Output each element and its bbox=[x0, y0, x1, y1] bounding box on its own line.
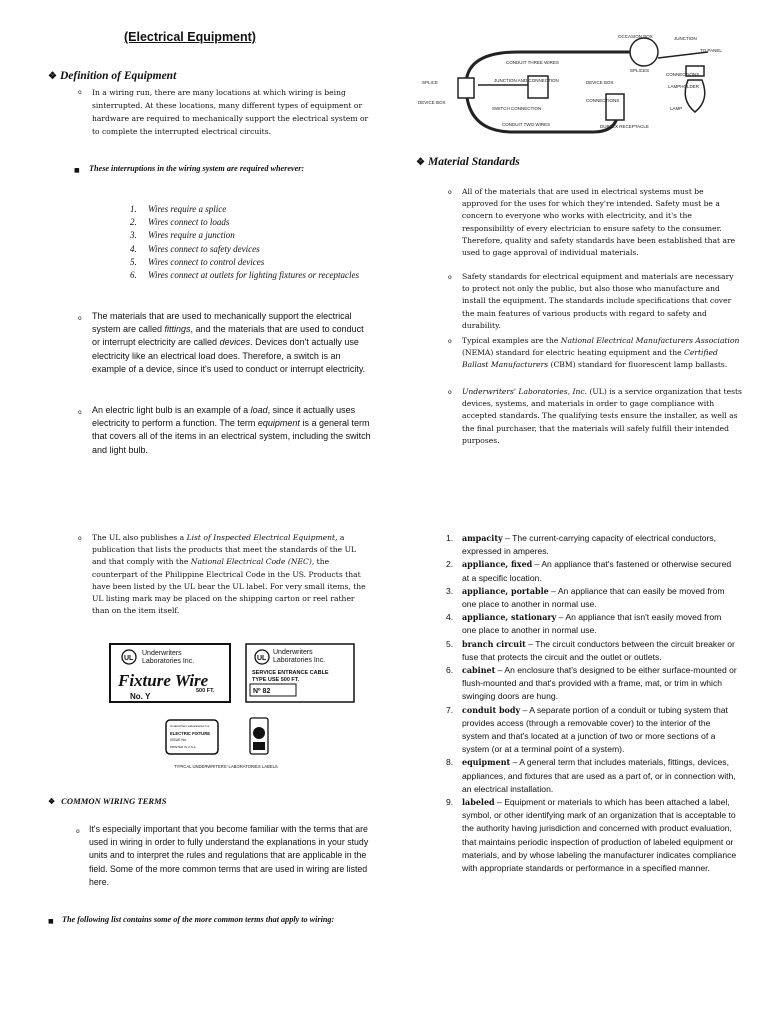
label-text: Laboratories Inc. bbox=[273, 657, 326, 664]
list-item: 5. Wires connect to control devices bbox=[130, 256, 265, 267]
labels-caption: TYPICAL UNDERWRITERS' LABORATORIES LABELS bbox=[174, 764, 278, 769]
diagram-label: SPLICES bbox=[630, 68, 650, 73]
diagram-label: SPLICE bbox=[422, 80, 439, 85]
list-item: 1. ampacity – The current-carrying capacity of electrical conductors, expressed in amperes. bbox=[446, 533, 717, 557]
diagram-label: CONDUIT THREE WIRES bbox=[506, 60, 559, 65]
diagram-label: JUNCTION bbox=[674, 36, 697, 41]
square-bullet-icon: ■ bbox=[48, 918, 54, 925]
list-item: 2. appliance, fixed – An appliance that's fastened or otherwise secured at a specific location. bbox=[446, 559, 732, 583]
list-item: 4. Wires connect to safety devices bbox=[130, 243, 260, 254]
diagram-label: JUNCTION AND CONNECTION bbox=[494, 78, 559, 83]
common-terms-paragraph: It's especially important that you become familiar with the terms that are used in wiring in order to fully understand the explanations in your study units and to interpret the rules and regulations that are applicable in the field. Some of the more common terms that are used in wiring are listed here. bbox=[89, 824, 369, 887]
label-text: PRINTED IN U.S.A. bbox=[170, 745, 197, 749]
diagram-label: OCCASION BOX bbox=[618, 34, 653, 39]
diagram-label: LAMP bbox=[670, 106, 683, 111]
square-bullet-icon: ■ bbox=[74, 167, 80, 174]
diagram-label: TO PANEL bbox=[700, 48, 722, 53]
wiring-diagram bbox=[418, 30, 722, 142]
common-terms-heading-text: COMMON WIRING TERMS bbox=[61, 796, 167, 806]
label-text: ELECTRIC FIXTURE bbox=[170, 731, 211, 736]
diamond-bullet-icon: ❖ bbox=[48, 71, 57, 82]
list-item: 6. cabinet – An enclosure that's designed to be either surface-mounted or flush-mounted and that's provided with a frame, mat, or trim in which swinging doors are hung. bbox=[446, 665, 737, 702]
circle-bullet-icon: o bbox=[448, 189, 452, 196]
ul-list-paragraph: The UL also publishes a List of Inspected Electrical Equipment, a publication that lists the products that meet the standards of the UL and that comply with the National Electrical Code (NEC), the counterpart of the Philippine Electrical Code in the US. Products that have been listed by the UL bear the UL label. For very small items, the UL listing mark may be placed on the shipping carton or reel rather than on the item itself. bbox=[92, 533, 366, 616]
label-text: No. Y bbox=[130, 692, 151, 701]
label-text: Laboratories Inc. bbox=[142, 658, 195, 665]
ul-paragraph: Underwriters' Laboratories, Inc. (UL) is a service organization that tests devices, systems, and materials in order to gage compliance with accepted standards. The qualifying tests ensure the installer, as well as the final purchaser, that the materials will safely fulfill their intended purposes. bbox=[462, 387, 742, 445]
svg-text:UL: UL bbox=[257, 655, 267, 662]
common-terms-heading bbox=[48, 796, 167, 806]
diamond-bullet-icon: ❖ bbox=[48, 797, 56, 806]
diamond-bullet-icon: ❖ bbox=[416, 157, 425, 168]
diagram-label: DEVICE BOX bbox=[586, 80, 614, 85]
fittings-paragraph: The materials that are used to mechanically support the electrical system are called fittings, and the materials that are used to conduct or interrupt electricity are called devices. Devices don't actually use electricity like an electrical load does. Therefore, a switch is an example of a device, since it's used to conduct or interrupt electricity. bbox=[92, 311, 366, 374]
diagram-label: DEVICE BOX bbox=[418, 100, 446, 105]
list-item: 3. appliance, portable – An appliance that can easily be moved from one place to another in normal use. bbox=[446, 585, 725, 610]
diagram-label: DUPLEX RECEPTACLE bbox=[600, 124, 649, 129]
list-item: 7. conduit body – A separate portion of a conduit or tubing system that provides access (through a removable cover) to the interior of the system and that's located at a junction of two or more sections of a system (or at a terminal point of a system). bbox=[446, 704, 728, 755]
typical-examples-paragraph: Typical examples are the National Electrical Manufacturers Association (NEMA) standard for electric heating equipment and the Certified Ballast Manufacturers (CBM) standard for fluorescent lamp ballasts. bbox=[462, 336, 740, 370]
circle-bullet-icon: o bbox=[78, 535, 82, 542]
circle-bullet-icon: o bbox=[78, 409, 82, 416]
label-text: Nº 82 bbox=[253, 688, 271, 695]
circle-bullet-icon: o bbox=[448, 389, 452, 396]
circle-bullet-icon: o bbox=[78, 89, 82, 96]
ul-labels-image bbox=[110, 640, 360, 775]
circle-bullet-icon: o bbox=[76, 828, 80, 835]
label-text: ISSUE No. bbox=[170, 738, 187, 742]
definition-heading-text: Definition of Equipment bbox=[59, 70, 177, 82]
page-title: (Electrical Equipment) bbox=[124, 30, 256, 44]
label-text: Underwriters bbox=[273, 649, 313, 656]
diagram-label: CONDUIT TWO WIRES bbox=[502, 122, 551, 127]
list-item: 3. Wires require a junction bbox=[130, 230, 235, 241]
circle-bullet-icon: o bbox=[448, 274, 452, 281]
material-standards-heading bbox=[416, 156, 520, 168]
list-item: 9. labeled – Equipment or materials to which has been attached a label, symbol, or other identifying mark of an organization that is acceptable to the authority having jurisdiction and concerned with product evaluation, that maintains periodic inspection of production of labeled equipment or materials, and by whose labeling the manufacturer indicates compliance with appropriate standards or performance in a specified manner. bbox=[446, 797, 737, 874]
diagram-label: CONNECTIONS bbox=[586, 98, 620, 103]
svg-text:UL: UL bbox=[124, 655, 134, 662]
label-text: SERVICE ENTRANCE CABLE bbox=[252, 670, 329, 676]
label-text: TYPE USE 500 FT. bbox=[252, 677, 300, 683]
list-item: 2. Wires connect to loads bbox=[130, 217, 230, 228]
label-text: Underwriters bbox=[142, 650, 182, 657]
label-text: Fixture Wire bbox=[118, 671, 209, 690]
definition-paragraph: In a wiring run, there are many locations at which wiring is being sinterrupted. At these locations, many different types of equipment or hardware are required to mechanically support the electrical system or to complete the interrupted electrical circuits. bbox=[92, 88, 369, 136]
interruptions-list bbox=[130, 203, 380, 282]
list-item: 5. branch circuit – The circuit conductors between the circuit breaker or fuse that protects the circuit and the outlet or outlets. bbox=[446, 638, 735, 662]
following-list-text: The following list contains some of the more common terms that apply to wiring: bbox=[62, 915, 335, 924]
material-paragraph: Safety standards for electrical equipment and materials are necessary to protect not only the public, but also those who manufacture and install the equipment. The standards include specifications that cover the main features of various products with regard to safety and durability. bbox=[462, 272, 734, 330]
diagram-label: CONNECTIONS bbox=[666, 72, 700, 77]
material-paragraph: All of the materials that are used in electrical systems must be approved for the uses for which they're intended. Safety must be a concern to everyone who works with electricity, and it's the responsibility of every electrician to ensure safety to the consumer. Therefore, quality and safety standards have been established that are used to gage approval of individual materials. bbox=[462, 187, 736, 258]
bulb-paragraph: An electric light bulb is an example of a load, since it actually uses electricity to perform a function. The term equipment is a general term that covers all of the items in an electrical system, including the switch and light bulb. bbox=[92, 405, 371, 455]
list-item: 4. appliance, stationary – An appliance that isn't easily moved from one place to another in normal use. bbox=[446, 612, 722, 636]
circle-bullet-icon: o bbox=[448, 338, 452, 345]
circle-bullet-icon: o bbox=[78, 315, 82, 322]
definitions-list bbox=[446, 532, 738, 875]
label-text: 500 FT. bbox=[196, 688, 215, 694]
label-text: Underwriters Laboratories Inc. bbox=[170, 724, 211, 728]
list-item: 6. Wires connect at outlets for lighting fixtures or receptacles bbox=[130, 270, 359, 281]
material-heading-text: Material Standards bbox=[427, 156, 520, 168]
interruptions-heading: These interruptions in the wiring system are required wherever: bbox=[89, 164, 305, 173]
list-item: 1. Wires require a splice bbox=[130, 204, 227, 214]
list-item: 8. equipment – A general term that includes materials, fittings, devices, appliances, and fixtures that are used as a part of, or in connection with, an electrical installation. bbox=[446, 757, 736, 794]
diagram-label: SWITCH CONNECTION bbox=[492, 106, 542, 111]
definition-heading bbox=[48, 70, 176, 82]
diagram-label: LAMPHOLDER bbox=[668, 84, 700, 89]
